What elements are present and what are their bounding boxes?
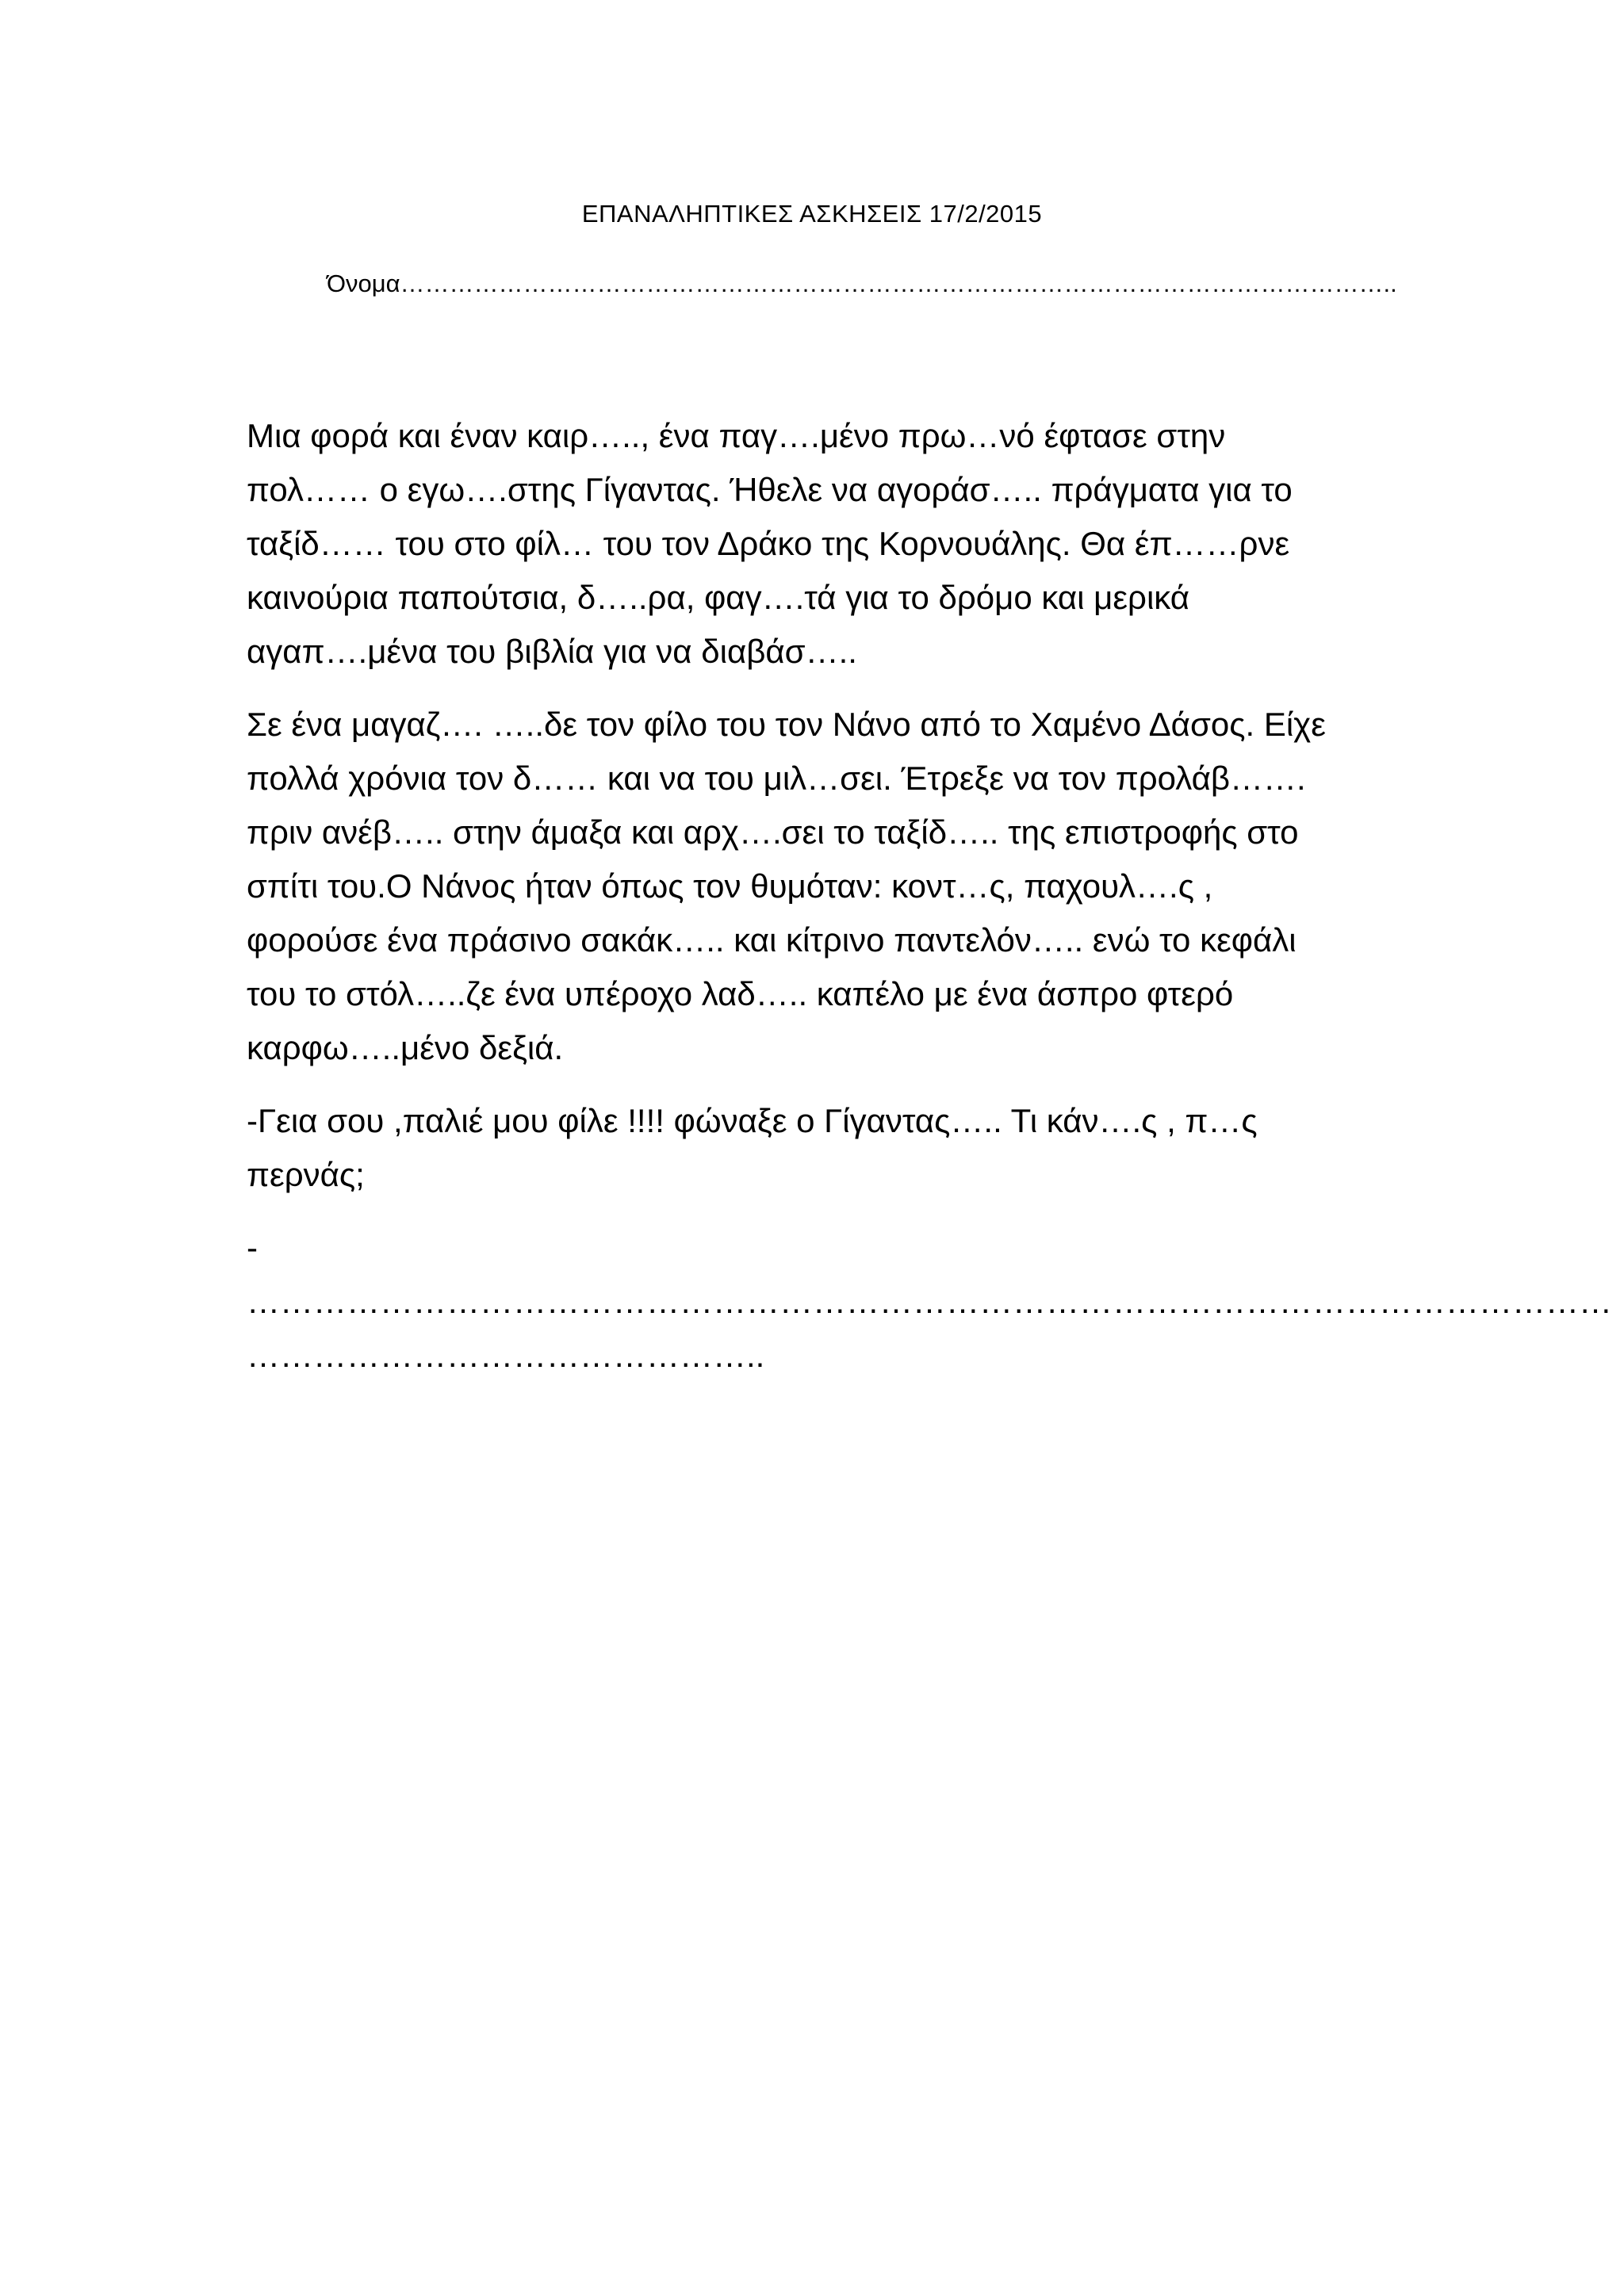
- text-line: σπίτι του.Ο Νάνος ήταν όπως τον θυμόταν: κοντ…ς, παχουλ….ς ,: [247, 867, 1213, 905]
- text-line: Σε ένα μαγαζ…. …..δε τον φίλο του τον Νάνο από το Χαμένο Δάσος. Είχε: [247, 706, 1326, 743]
- paragraph-2: [247, 698, 1404, 1075]
- text-line: του το στόλ…..ζε ένα υπέροχο λαδ….. καπέλο με ένα άσπρο φτερό: [247, 975, 1234, 1012]
- text-line: περνάς;: [247, 1156, 365, 1193]
- paragraph-1: [247, 409, 1404, 679]
- text-line: ταξίδ…… του στο φίλ… του τον Δράκο της Κορνουάλης. Θα έπ……ρνε: [247, 525, 1290, 562]
- page-title: ΕΠΑΝΑΛΗΠΤΙΚΕΣ ΑΣΚΗΣΕΙΣ 17/2/2015: [581, 200, 1043, 228]
- text-line: πολλά χρόνια τον δ…… και να του μιλ…σει. Έτρεξε να τον προλάβ…….: [247, 760, 1306, 797]
- name-field-line: Όνομα…………………………………………………………………………………………………………..: [327, 270, 1397, 297]
- text-line: -Γεια σου ,παλιέ μου φίλε !!!! φώναξε ο Γίγαντας….. Τι κάν….ς , π…ς: [247, 1102, 1258, 1139]
- paragraph-3: [247, 1094, 1404, 1202]
- text-line: φορούσε ένα πράσινο σακάκ….. και κίτρινο παντελόν….. ενώ το κεφάλι: [247, 921, 1297, 959]
- text-line: καινούρια παπούτσια, δ…..ρα, φαγ….τά για το δρόμο και μερικά: [247, 579, 1190, 616]
- text-line: αγαπ….μένα του βιβλία για να διαβάσ…..: [247, 633, 857, 670]
- answer-dotted-line: ………………………………………..: [247, 1337, 765, 1374]
- answer-dash: -: [247, 1229, 258, 1266]
- text-line: πριν ανέβ….. στην άμαξα και αρχ….σει το ταξίδ….. της επιστροφής στο: [247, 813, 1299, 851]
- answer-dotted-line: ……………………………………………………………………………………………………………: [247, 1283, 1612, 1320]
- text-line: πολ…… ο εγω….στης Γίγαντας. Ήθελε να αγοράσ….. πράγματα για το: [247, 471, 1293, 508]
- text-line: καρφω…..μένο δεξιά.: [247, 1029, 564, 1066]
- exercise-text: [247, 409, 1612, 1402]
- text-line: Μια φορά και έναν καιρ….., ένα παγ….μένο πρω…νό έφτασε στην: [247, 417, 1226, 454]
- answer-lines: [247, 1221, 1612, 1383]
